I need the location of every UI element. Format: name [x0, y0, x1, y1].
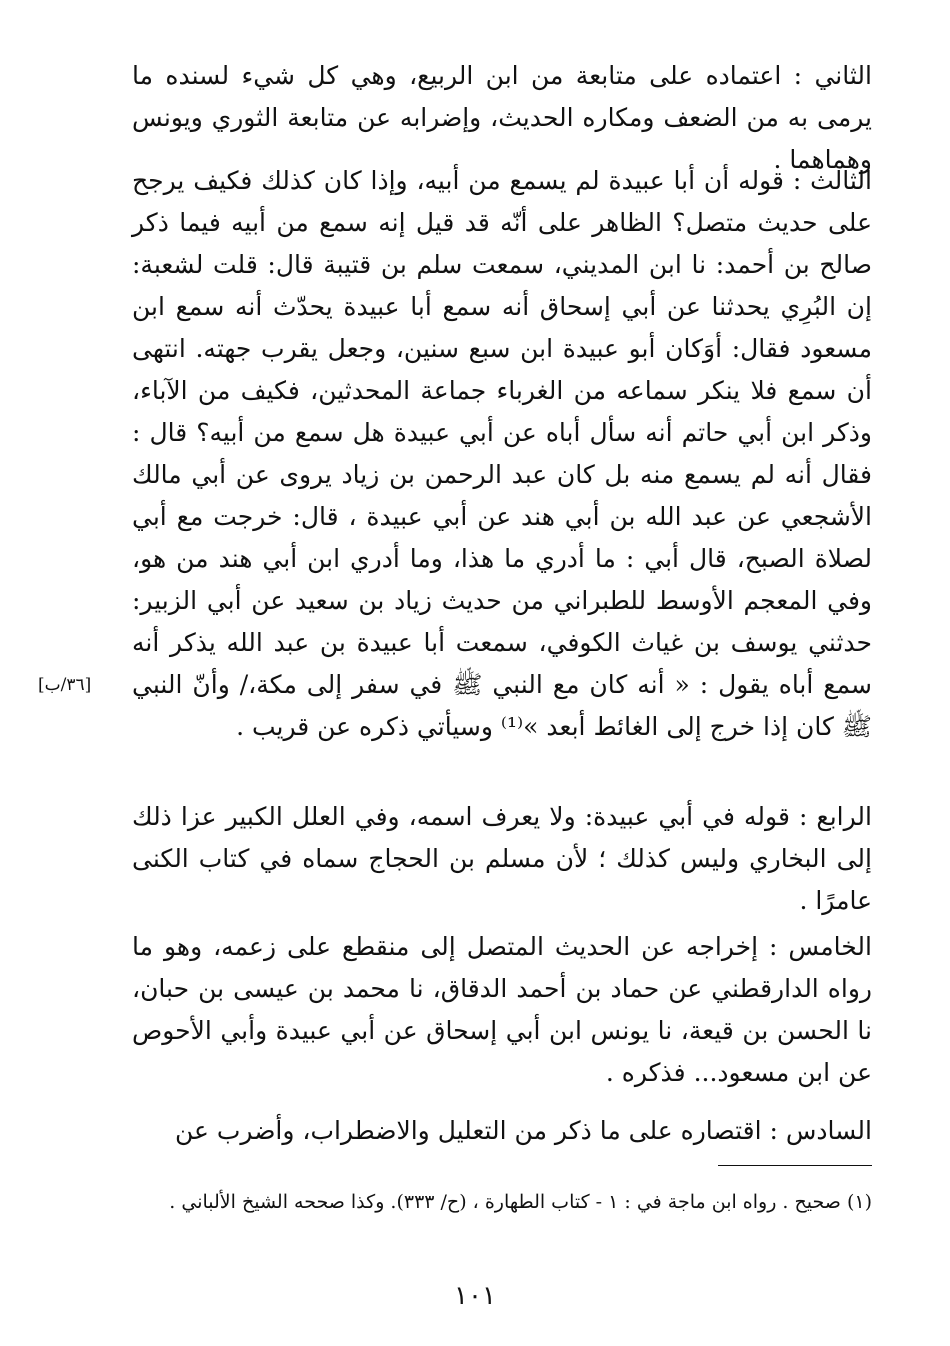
footnote: (١) صحيح . رواه ابن ماجة في : ١ - كتاب الطهارة ، (ح/ ٣٣٣). وكذا صححه الشيخ الألباني . — [169, 1191, 872, 1213]
paragraph-fourth: الرابع : قوله في أبي عبيدة: ولا يعرف اسمه، وفي العلل الكبير عزا ذلك إلى البخاري وليس كذلك ؛ لأن مسلم بن الحجاج سماه في كتاب الكنى عامرًا . — [132, 802, 872, 915]
paragraph-sixth: السادس : اقتصاره على ما ذكر من التعليل والاضطراب، وأضرب عن — [174, 1116, 872, 1145]
manuscript-folio-marker: [٣٦/ب] — [38, 675, 92, 695]
footnote-separator — [718, 1165, 872, 1166]
paragraph-third: الثالث : قوله أن أبا عبيدة لم يسمع من أبيه، وإذا كان كذلك فكيف يرجح على حديث متصل؟ الظاهر على أنّه قد قيل إنه سمع من أبيه فيما ذكر صالح بن أحمد: نا ابن المديني، سمعت سلم بن قتيبة قال: قلت لشعبة: إن البُرِي يحدثنا عن أبي إسحاق أنه سمع أبا عبيدة يحدّث أنه سمع ابن مسعود فقال: أوَكان أبو عبيدة ابن سبع سنين، وجعل يقرب جهته. انتهى أن سمع فلا ينكر سماعه من الغرباء جماعة المحدثين، فكيف من الآباء، وذكر ابن أبي حاتم أنه سأل أباه عن أبي عبيدة هل سمع من أبيه؟ قال : فقال أنه لم يسمع منه بل كان عبد الرحمن بن زياد يروى عن أبي مالك الأشجعي عن عبد الله بن أبي هند عن أبي عبيدة ، قال: خرجت مع أبي لصلاة الصبح، قال أبي : ما أدري ما هذا، وما أدري ابن أبي هند من هو، وفي المعجم الأوسط للطبراني من حديث زياد بن سعيد عن أبي الزبير: حدثني يوسف بن غياث الكوفي، سمعت أبا عبيدة بن عبد الله يذكر أنه سمع أباه يقول : « أنه كان مع النبي ﷺ في سفر إلى مكة،/ وأنّ النبي ﷺ كان إذا خرج إلى الغائط أبعد »⁽¹⁾ وسيأتي ذكره عن قريب . — [132, 166, 872, 741]
paragraph-fifth: الخامس : إخراجه عن الحديث المتصل إلى منقطع على زعمه، وهو ما رواه الدارقطني عن حماد بن أحمد الدقاق، نا محمد بن عيسى بن حبان، نا الحسن بن قيعة، نا يونس ابن أبي إسحاق عن أبي عبيدة وأبي الأحوص عن ابن مسعود... فذكره . — [132, 932, 872, 1087]
paragraph-second: الثاني : اعتماده على متابعة من ابن الربيع، وهي كل شيء لسنده ما يرمى به من الضعف ومكاره الحديث، وإضرابه عن متابعة الثوري ويونس وهماهما . — [132, 61, 872, 174]
page-number: ١٠١ — [454, 1281, 496, 1311]
